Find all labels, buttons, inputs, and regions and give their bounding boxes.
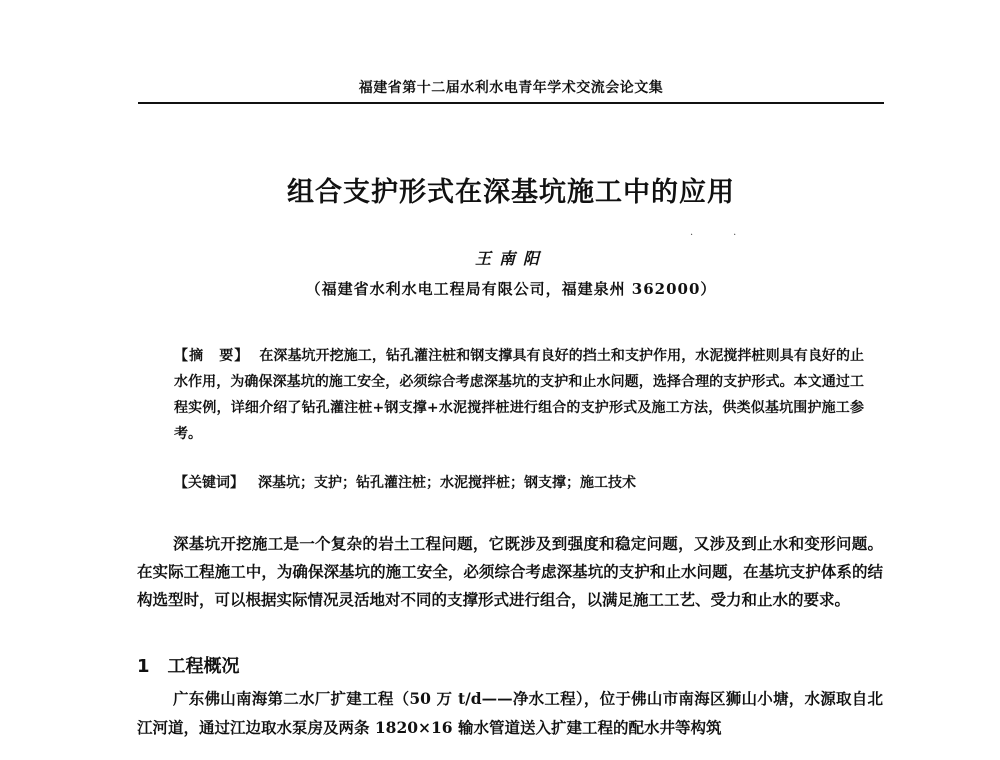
keywords-block [174, 470, 864, 496]
keywords-text: 深基坑；支护；钻孔灌注桩；水泥搅拌桩；钢支撑；施工技术 [258, 475, 636, 491]
keywords-label: 【关键词】 [174, 475, 244, 491]
paper-title: 组合支护形式在深基坑施工中的应用 [287, 177, 735, 208]
section-title: 工程概况 [167, 656, 240, 677]
section-heading [137, 652, 240, 678]
abstract-text: 在深基坑开挖施工，钻孔灌注桩和钢支撑具有良好的挡土和支护作用，水泥搅拌桩则具有良好的止水作用，为确保深基坑的施工安全，必须综合考虑深基坑的支护和止水问题，选择合理的支护形式。本文通过工程实例，详细介绍了钻孔灌注桩+钢支撑+水泥搅拌桩进行组合的支护形式及施工方法，供类似基坑围护施工参考。 [174, 348, 865, 442]
author-affiliation: （福建省水利水电工程局有限公司，福建泉州 362000） [305, 280, 717, 298]
scan-speck-decoration: · · [690, 230, 737, 241]
running-header: 福建省第十二届水利水电青年学术交流会论文集 [358, 80, 664, 96]
author-name: 王南阳 [474, 249, 547, 268]
intro-paragraph: 深基坑开挖施工是一个复杂的岩土工程问题，它既涉及到强度和稳定问题，又涉及到止水和变形问题。在实际工程施工中，为确保深基坑的施工安全，必须综合考虑深基坑的支护和止水问题，在基坑支护体系的结构选型时，可以根据实际情况灵活地对不同的支撑形式进行组合，以满足施工工艺、受力和止水的要求。 [137, 534, 883, 609]
abstract-label: 【摘 要】 [174, 348, 250, 364]
section-paragraph: 广东佛山南海第二水厂扩建工程（50 万 t/d——净水工程），位于佛山市南海区狮山小塘，水源取自北江河道，通过江边取水泵房及两条 1820×16 输水管道送入扩建工程的配水井等构筑 [137, 689, 883, 737]
section-number: 1 [137, 656, 150, 677]
abstract-block [174, 343, 864, 447]
header-divider [138, 102, 884, 104]
